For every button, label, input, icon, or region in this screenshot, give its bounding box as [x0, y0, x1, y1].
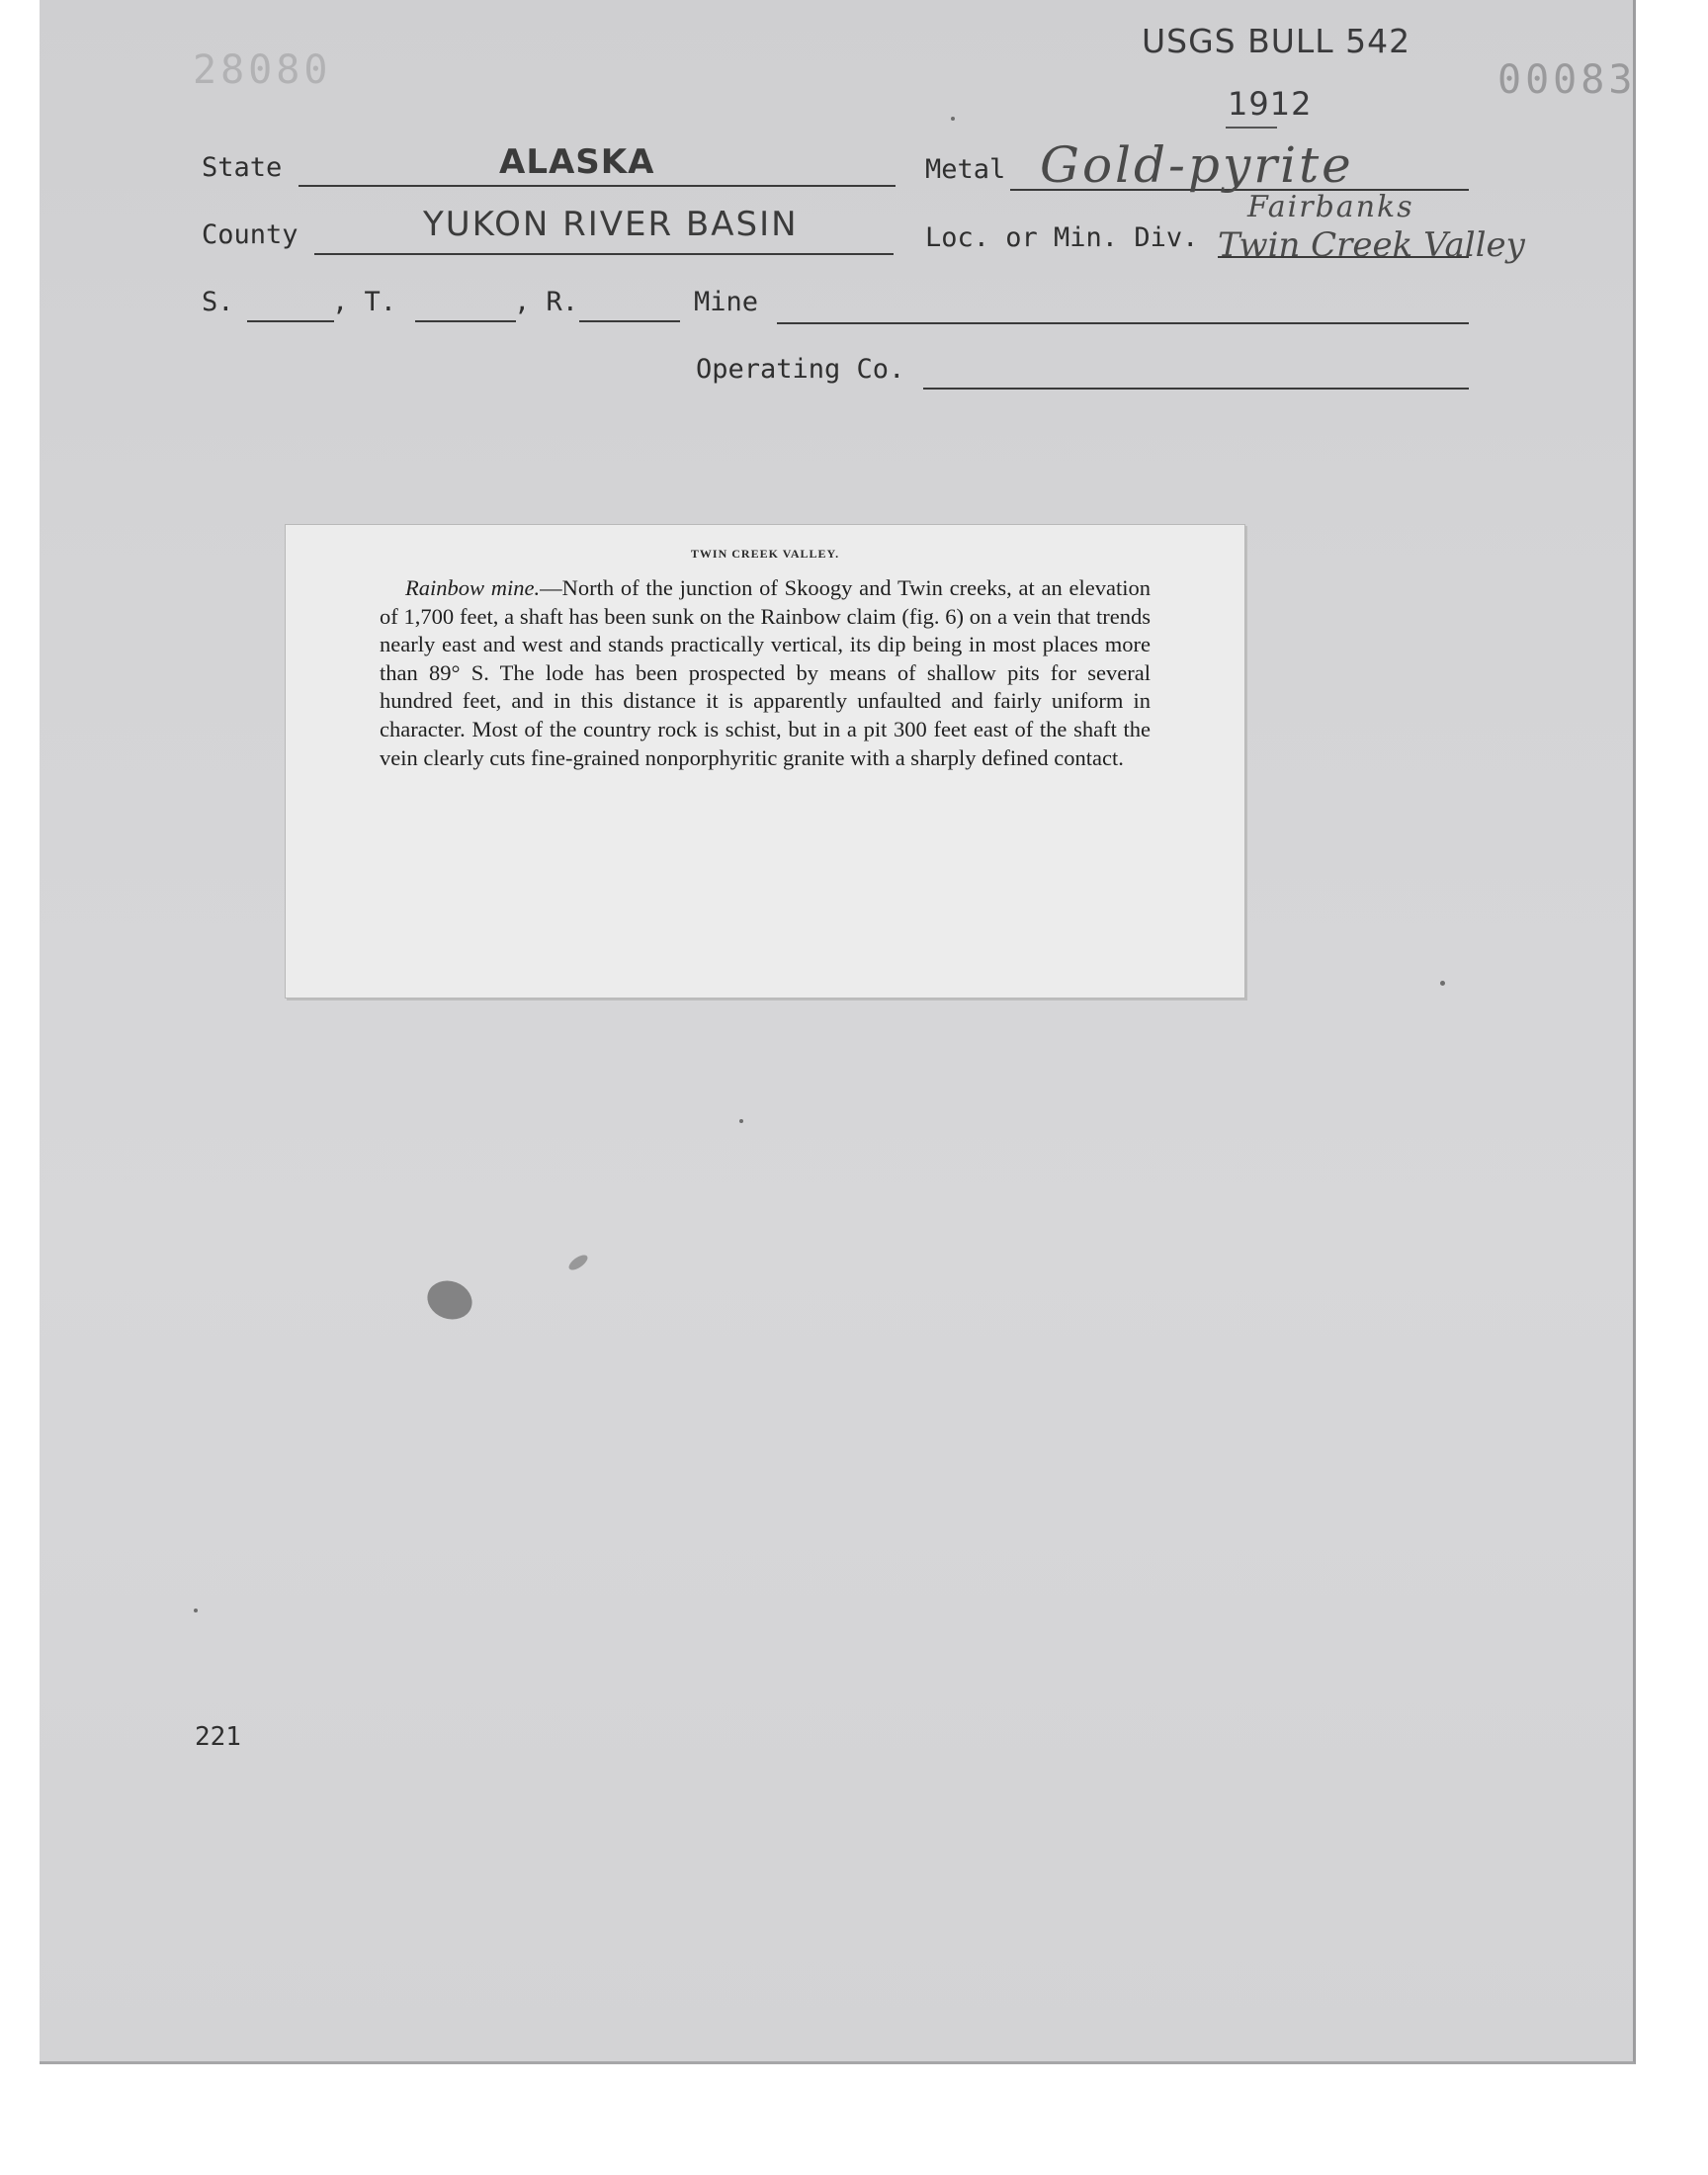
state-value: ALASKA	[499, 142, 655, 182]
year-underline	[1226, 127, 1277, 129]
county-label: County	[202, 219, 299, 250]
state-line	[299, 185, 896, 187]
pasted-clipping	[285, 524, 1245, 999]
loc-value-fairbanks: Fairbanks	[1247, 190, 1414, 224]
county-value: YUKON RIVER BASIN	[423, 205, 799, 244]
clipping-text	[380, 574, 1151, 772]
year-stamp: 1912	[1228, 85, 1313, 123]
metal-value-handwritten: Gold-pyrite	[1040, 136, 1354, 194]
clipping-lead: Rainbow mine.	[405, 575, 541, 600]
faint-record-number: 00083	[1497, 57, 1637, 103]
dust-speck	[739, 1119, 743, 1123]
clipping-body: —North of the junction of Skoogy and Twin creeks, at an elevation of 1,700 feet, a shaft has been sunk on the Rainbow claim (fig. 6) on a vein that trends nearly east and west and stands practically vertical, its dip being in most places more than 89° S. The lode has been prospected by means of shallow pits for several hundred feet, and in this distance it is apparently unfaulted and fairly uniform in character. Most of the country rock is schist, but in a pit 300 feet east of the shaft the vein clearly cuts fine-grained nonporphyritic granite with a sharply defined contact.	[380, 575, 1151, 770]
mine-label: Mine	[694, 287, 759, 317]
dust-speck	[194, 1609, 198, 1612]
operating-co-line	[923, 388, 1469, 390]
loc-value-twin-creek: Twin Creek Valley	[1218, 225, 1525, 265]
metal-label: Metal	[925, 154, 1006, 185]
dust-speck	[951, 117, 955, 121]
state-label: State	[202, 152, 283, 183]
page-number: 221	[195, 1722, 241, 1752]
dust-speck	[1440, 981, 1445, 986]
range-line	[579, 320, 680, 322]
range-label: , R.	[514, 287, 579, 317]
township-line	[415, 320, 516, 322]
loc-label: Loc. or Min. Div.	[925, 222, 1199, 253]
township-label: , T.	[332, 287, 397, 317]
mine-line	[777, 322, 1469, 324]
section-line	[247, 320, 334, 322]
county-line	[314, 253, 894, 255]
operating-co-label: Operating Co.	[696, 354, 905, 385]
index-card-sheet	[40, 0, 1636, 2064]
clipping-heading: TWIN CREEK VALLEY.	[690, 547, 840, 561]
section-label: S.	[202, 287, 234, 317]
faint-left-number: 28080	[193, 47, 332, 93]
reference-stamp: USGS BULL 542	[1142, 22, 1411, 60]
